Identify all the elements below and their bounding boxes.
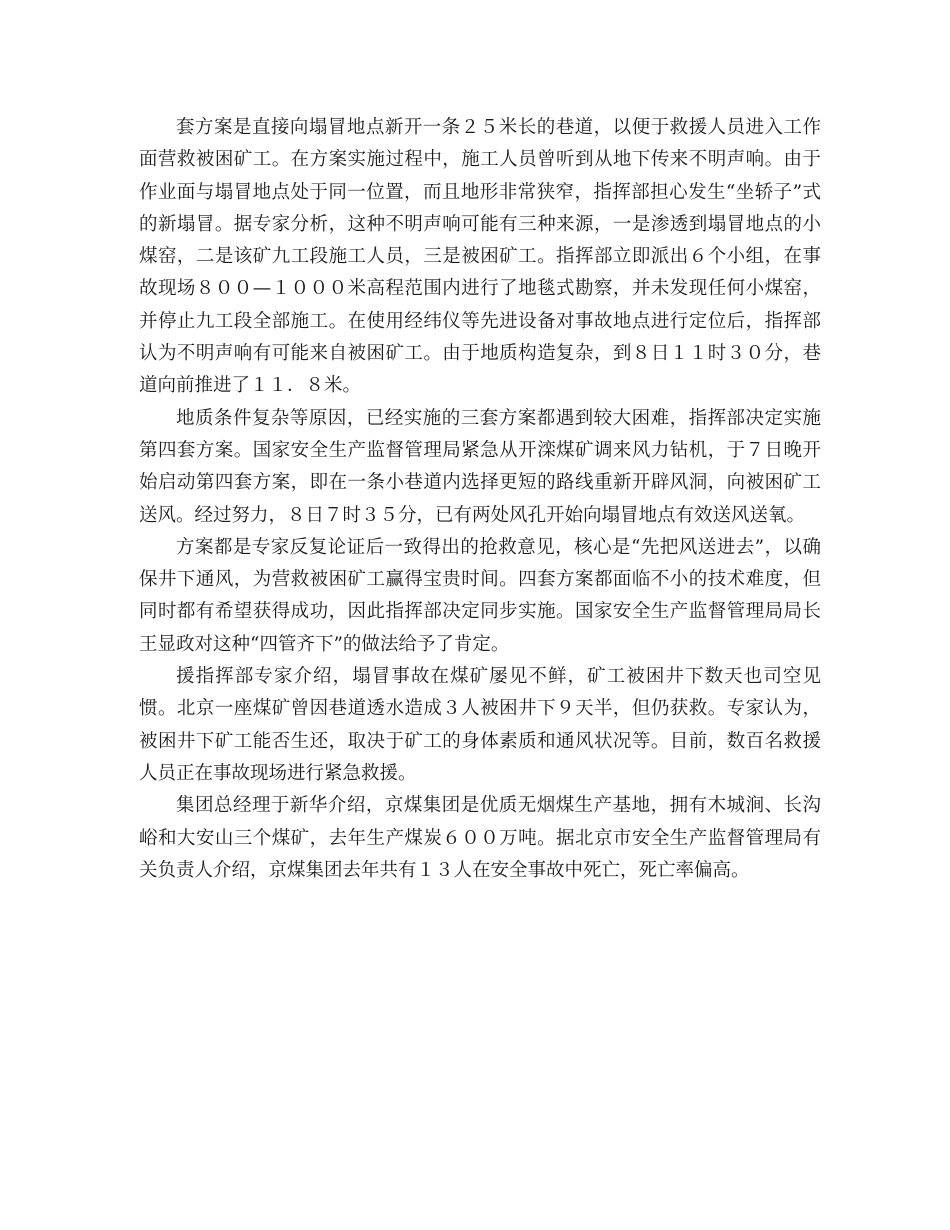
paragraph-5: 集团总经理于新华介绍，京煤集团是优质无烟煤生产基地，拥有木城涧、长沟峪和大安山三个煤矿，去年生产煤炭６００万吨。据北京市安全生产监督管理局有关负责人介绍，京煤集团去年共有１３人在安全事故中死亡，死亡率偏高。 [139, 795, 821, 881]
paragraph-1: 套方案是直接向塌冒地点新开一条２５米长的巷道，以便于救援人员进入工作面营救被困矿工。在方案实施过程中，施工人员曾听到从地下传来不明声响。由于作业面与塌冒地点处于同一位置，而且地形非常狭窄，指挥部担心发生“坐轿子”式的新塌冒。据专家分析，这种不明声响可能有三种来源，一是渗透到塌冒地点的小煤窑，二是该矿九工段施工人员，三是被困矿工。指挥部立即派出６个小组，在事故现场８００—１０００米高程范围内进行了地毯式勘察，并未发现任何小煤窑，并停止九工段全部施工。在使用经纬仪等先进设备对事故地点进行定位后，指挥部认为不明声响有可能来自被困矿工。由于地质构造复杂，到８日１１时３０分，巷道向前推进了１１．８米。 [139, 117, 821, 397]
paragraph-3: 方案都是专家反复论证后一致得出的抢救意见，核心是“先把风送进去”，以确保井下通风，为营救被困矿工赢得宝贵时间。四套方案都面临不小的技术难度，但同时都有希望获得成功，因此指挥部决定同步实施。国家安全生产监督管理局局长王显政对这种“四管齐下”的做法给予了肯定。 [139, 536, 821, 655]
paragraph-4: 援指挥部专家介绍，塌冒事故在煤矿屡见不鲜，矿工被困井下数天也司空见惯。北京一座煤矿曾因巷道透水造成３人被困井下９天半，但仍获救。专家认为，被困井下矿工能否生还，取决于矿工的身体素质和通风状况等。目前，数百名救援人员正在事故现场进行紧急救援。 [139, 666, 821, 784]
paragraph-2: 地质条件复杂等原因，已经实施的三套方案都遇到较大困难，指挥部决定实施第四套方案。国家安全生产监督管理局紧急从开滦煤矿调来风力钻机，于７日晚开始启动第四套方案，即在一条小巷道内选择更短的路线重新开辟风洞，向被困矿工送风。经过努力，８日７时３５分，已有两处风孔开始向塌冒地点有效送风送氧。 [139, 407, 821, 526]
article-body [139, 112, 821, 887]
